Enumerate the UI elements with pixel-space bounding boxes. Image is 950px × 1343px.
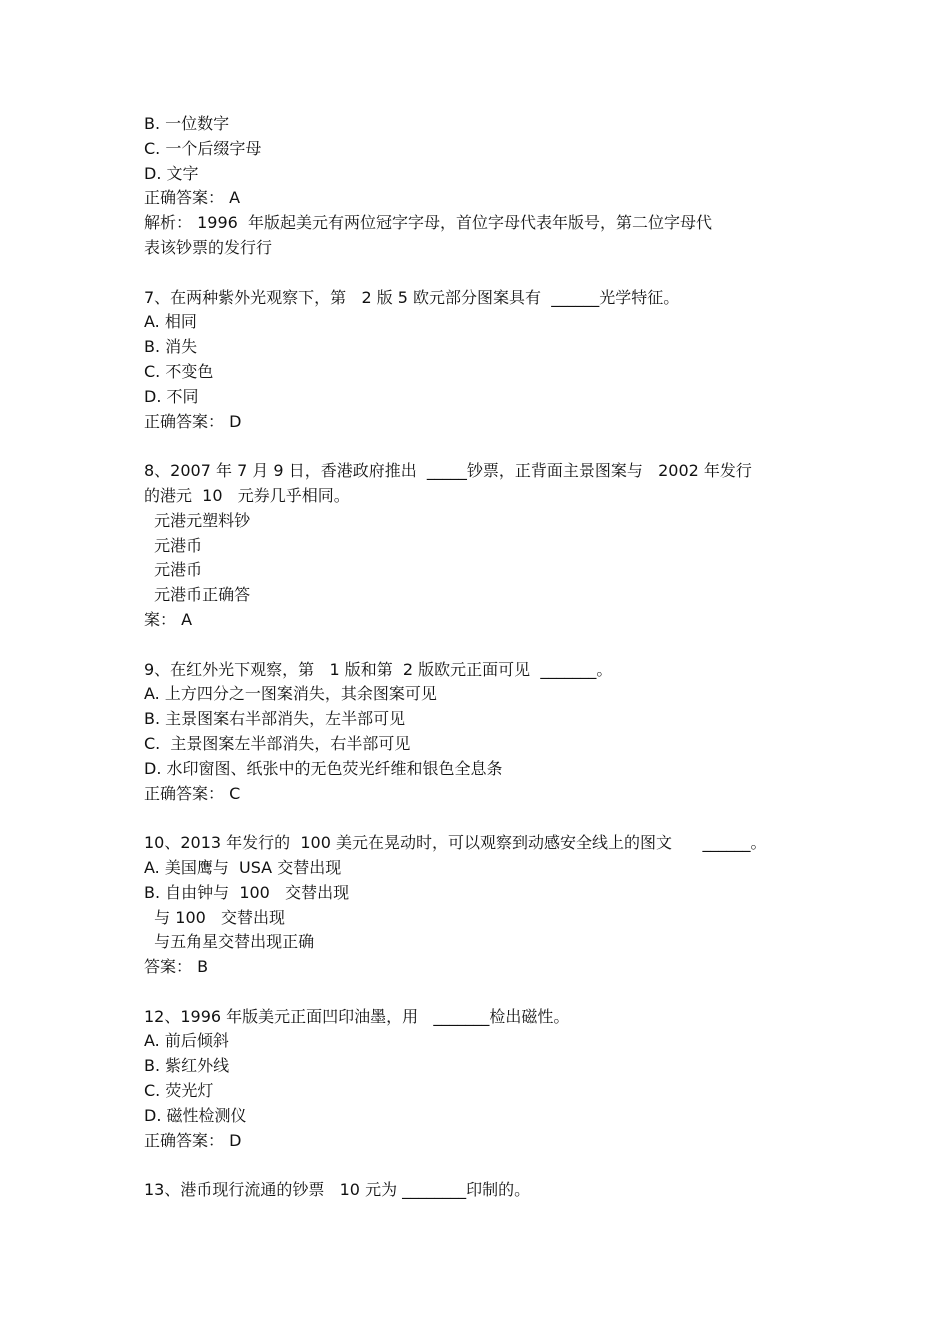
question-7: 7、在两种紫外光观察下，第 2 版 5 欧元部分图案具有 ______光学特征。 [144, 287, 680, 307]
blank-line [144, 806, 824, 831]
text-line: 正确答案： D [144, 411, 242, 431]
text-line: D. 磁性检测仪 [144, 1105, 247, 1125]
text-line: 正确答案： D [144, 1130, 242, 1150]
text-line: 解析： 1996 年版起美元有两位冠字字母，首位字母代表年版号，第二位字母代 [144, 213, 712, 233]
blank-line [144, 980, 824, 1005]
text-line: 与五角星交替出现正确 [144, 932, 315, 952]
text-line: 答案： B [144, 957, 209, 977]
text-line: B. 主景图案右半部消失，左半部可见 [144, 709, 406, 729]
text-line: B. 一位数字 [144, 114, 230, 133]
text-line: B. 紫红外线 [144, 1056, 230, 1076]
document-page [144, 112, 824, 1203]
text-line: D. 不同 [144, 386, 199, 406]
question-8: 8、2007 年 7 月 9 日，香港政府推出 _____钞票，正背面主景图案与 2002 年发行 [144, 461, 752, 481]
question-10: 10、2013 年发行的 100 美元在晃动时，可以观察到动感安全线上的图文 ______。 [144, 833, 767, 853]
text-line: 表该钞票的发行行 [144, 237, 273, 257]
text-line: A. 前后倾斜 [144, 1031, 229, 1051]
text-line: B. 自由钟与 100 交替出现 [144, 882, 350, 902]
text-line: 案： A [144, 609, 193, 629]
text-line: 与 100 交替出现 [144, 907, 286, 927]
text-line: D. 水印窗图、纸张中的无色荧光纤维和银色全息条 [144, 758, 503, 778]
text-line: C. 荧光灯 [144, 1081, 214, 1101]
text-line: A. 相同 [144, 312, 197, 332]
blank-line [144, 633, 824, 658]
text-line: C. 一个后缀字母 [144, 138, 262, 158]
text-line: 元港币 [144, 535, 203, 555]
text-line: A. 上方四分之一图案消失，其余图案可见 [144, 684, 437, 704]
text-line: B. 消失 [144, 337, 198, 357]
blank-line [144, 261, 824, 286]
text-line: 元港币 [144, 560, 203, 580]
question-9: 9、在红外光下观察，第 1 版和第 2 版欧元正面可见 _______。 [144, 659, 613, 679]
question-13: 13、港币现行流通的钞票 10 元为 ________印制的。 [144, 1180, 531, 1200]
text-line: 正确答案： A [144, 188, 241, 208]
text-line: 的港元 10 元券几乎相同。 [144, 485, 350, 505]
text-line: 正确答案： C [144, 783, 241, 803]
text-line: 元港元塑料钞 [144, 510, 251, 530]
blank-line [144, 1153, 824, 1178]
text-line: C. 不变色 [144, 361, 214, 381]
question-12: 12、1996 年版美元正面凹印油墨，用 _______检出磁性。 [144, 1006, 570, 1026]
text-line: 元港币正确答 [144, 585, 251, 605]
blank-line [144, 434, 824, 459]
text-line: A. 美国鹰与 USA 交替出现 [144, 857, 342, 877]
text-line: C. 主景图案左半部消失，右半部可见 [144, 733, 411, 753]
text-line: D. 文字 [144, 163, 199, 183]
